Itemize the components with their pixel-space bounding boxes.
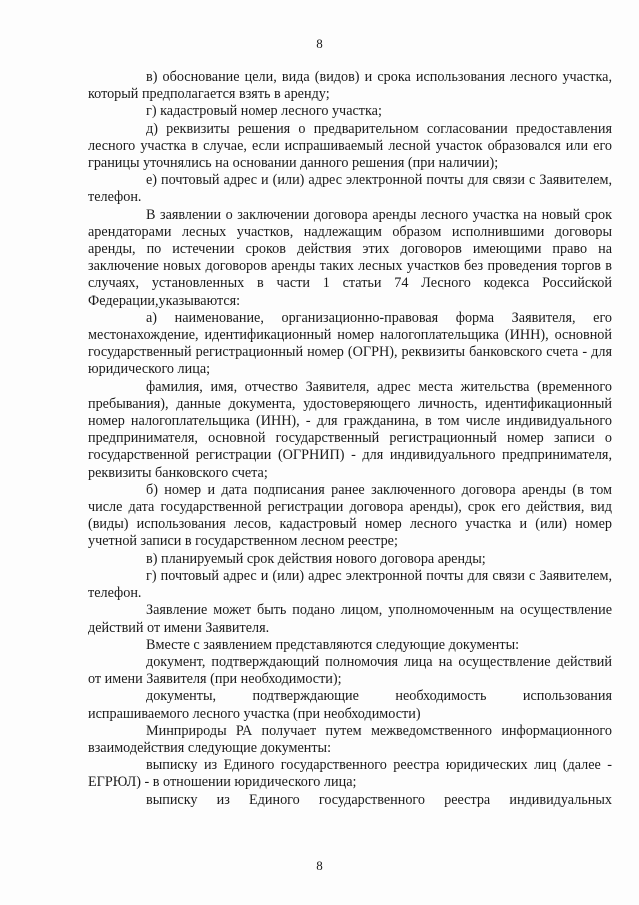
paragraph-planned-term: в) планируемый срок действия нового договора аренды; [146,550,486,567]
paragraph-citizen-details: фамилия, имя, отчество Заявителя, адрес места жительства (временного пребывания), данные документа, удостоверяющего личность, идентификационный номер налогоплательщика (ИНН), - для гражданина, в том числе индивидуального предпринимателя, основной государственный регистрационный номер записи о государственной регистрации (ОГРНИП) - для индивидуального предпринимателя, реквизиты банковского счета; [88,378,612,481]
paragraph-contact-address-2: г) почтовый адрес и (или) адрес электронной почты для связи с Заявителем, телефон. [88,567,612,602]
paragraph-documents-intro: Вместе с заявлением представляются следующие документы: [146,636,520,653]
paragraph-egrip-extract: выписку из Единого государственного реестра индивидуальных [146,791,612,808]
paragraph-authority-document: документ, подтверждающий полномочия лица на осуществление действий от имени Заявителя (при необходимости); [88,653,612,688]
paragraph-previous-contract: б) номер и дата подписания ранее заключенного договора аренды (в том числе дата государственной регистрации договора аренды), срок его действия, вид (виды) использования лесов, кадастровый номер лесного участка и (или) номер учетной записи в государственном лесном реестре; [88,481,612,550]
paragraph-cadastral-number: г) кадастровый номер лесного участка; [146,103,382,120]
document-body [88,69,612,809]
paragraph-egrul-extract: выписку из Единого государственного реестра юридических лиц (далее - ЕГРЮЛ) - в отношении юридического лица; [88,757,612,791]
paragraph-necessity-documents: документы, подтверждающие необходимость использования испрашиваемого лесного участка (при необходимости) [88,688,612,722]
paragraph-decision-details: д) реквизиты решения о предварительном согласовании предоставления лесного участка в случае, если испрашиваемый лесной участок образовался или его границы уточнялись на основании данного решения (при наличии); [88,120,612,172]
paragraph-interagency-intro: Минприроды РА получает путем межведомственного информационного взаимодействия следующие документы: [88,722,612,756]
paragraph-authorized-person: Заявление может быть подано лицом, уполномоченным на осуществление действий от имени Заявителя. [88,602,612,636]
page-number-top: 8 [316,36,323,51]
paragraph-legal-entity-name: а) наименование, организационно-правовая форма Заявителя, его местонахождение, идентификационный номер налогоплательщика (ИНН), основной государственный регистрационный номер (ОГРН), реквизиты банковского счета - для юридического лица; [88,309,612,378]
paragraph-new-term-intro: В заявлении о заключении договора аренды лесного участка на новый срок арендаторами лесных участков, надлежащим образом исполнившими договоры аренды, по истечении сроков действия этих договоров имеющими право на заключение новых договоров аренды таких лесных участков без проведения торгов в случаях, установленных в части 1 статьи 74 Лесного кодекса Российской Федерации,указываются: [88,206,612,309]
paragraph-purpose: в) обоснование цели, вида (видов) и срока использования лесного участка, который предполагается взять в аренду; [88,69,612,103]
page-number-bottom: 8 [316,858,323,873]
paragraph-contact-address: е) почтовый адрес и (или) адрес электронной почты для связи с Заявителем, телефон. [88,172,612,206]
